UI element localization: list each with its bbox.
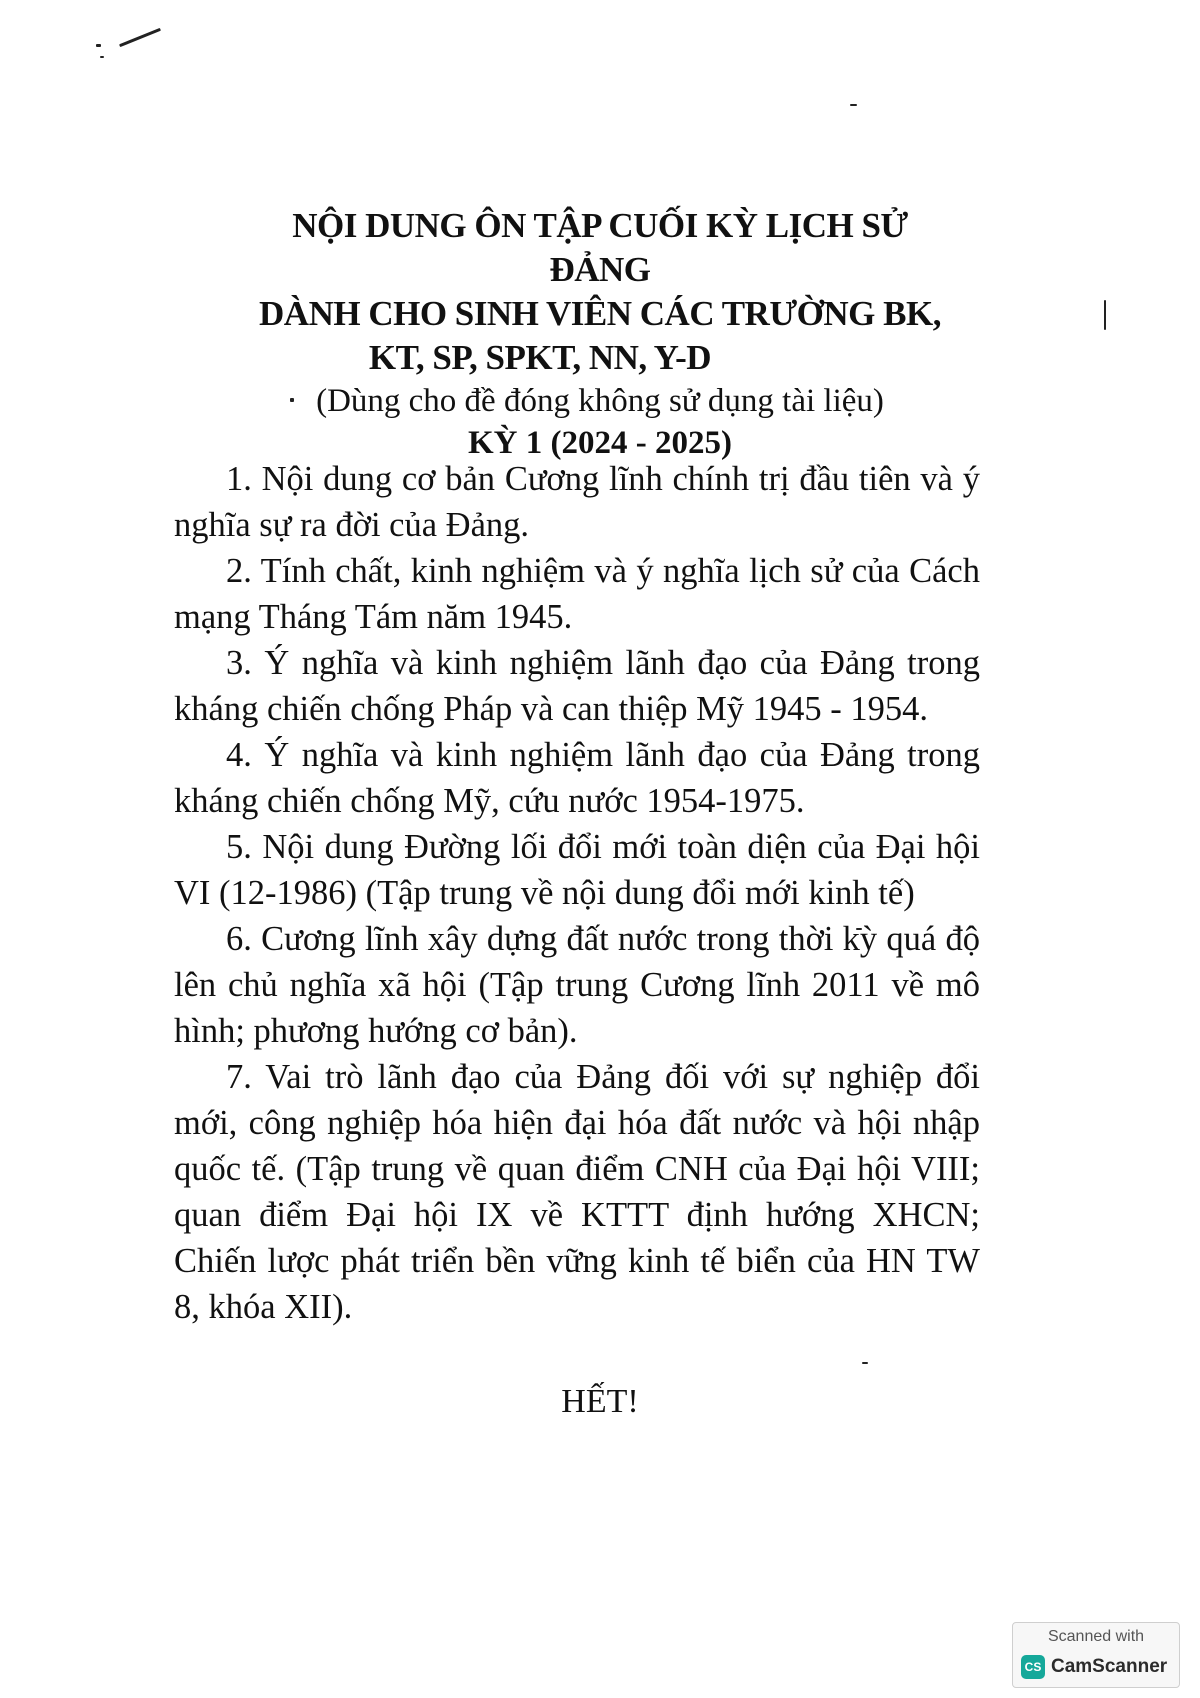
- scan-speck: [100, 56, 104, 58]
- review-item: 3. Ý nghĩa và kinh nghiệm lãnh đạo của Đảng trong kháng chiến chống Pháp và can thiệp Mỹ 1945 - 1954.: [174, 644, 980, 728]
- review-item: 2. Tính chất, kinh nghiệm và ý nghĩa lịch sử của Cách mạng Tháng Tám năm 1945.: [174, 552, 980, 636]
- camscanner-logo-icon: CS: [1021, 1655, 1045, 1679]
- scan-mark: [119, 28, 161, 47]
- watermark-caption: Scanned with: [1047, 1628, 1145, 1645]
- review-item: 5. Nội dung Đường lối đổi mới toàn diện của Đại hội VI (12-1986) (Tập trung về nội dung đổi mới kinh tế): [174, 828, 980, 912]
- review-item: 1. Nội dung cơ bản Cương lĩnh chính trị đầu tiên và ý nghĩa sự ra đời của Đảng.: [174, 460, 980, 544]
- scan-speck: [96, 44, 101, 47]
- camscanner-watermark: [1012, 1622, 1180, 1688]
- review-item: 4. Ý nghĩa và kinh nghiệm lãnh đạo của Đảng trong kháng chiến chống Mỹ, cứu nước 1954-1975.: [174, 736, 980, 820]
- review-item: 6. Cương lĩnh xây dựng đất nước trong thời kỳ quá độ lên chủ nghĩa xã hội (Tập trung Cương lĩnh 2011 về mô hình; phương hướng cơ bản).: [174, 920, 980, 1050]
- document-title-line-1: NỘI DUNG ÔN TẬP CUỐI KỲ LỊCH SỬ: [292, 206, 908, 245]
- watermark-brand: CamScanner: [1051, 1656, 1168, 1677]
- document-term: KỲ 1 (2024 - 2025): [468, 425, 732, 461]
- document-title-line-3: DÀNH CHO SINH VIÊN CÁC TRƯỜNG BK,: [259, 294, 941, 333]
- review-items-list: [174, 456, 980, 1330]
- scan-speck: [850, 104, 857, 106]
- scan-speck: [1104, 300, 1106, 330]
- document-subtitle: (Dùng cho đề đóng không sử dụng tài liệu): [316, 383, 884, 419]
- end-marker: HẾT!: [561, 1383, 639, 1420]
- document-title-line-2: ĐẢNG: [549, 250, 651, 289]
- scan-speck: [862, 1362, 868, 1364]
- document-title-line-4: KT, SP, SPKT, NN, Y-D: [368, 338, 712, 377]
- review-item: 7. Vai trò lãnh đạo của Đảng đối với sự nghiệp đổi mới, công nghiệp hóa hiện đại hóa đất nước và hội nhập quốc tế. (Tập trung về quan điểm CNH của Đại hội VIII; quan điểm Đại hội IX về KTTT định hướng XHCN; Chiến lược phát triển bền vững kinh tế biển của HN TW 8, khóa XII).: [174, 1058, 980, 1326]
